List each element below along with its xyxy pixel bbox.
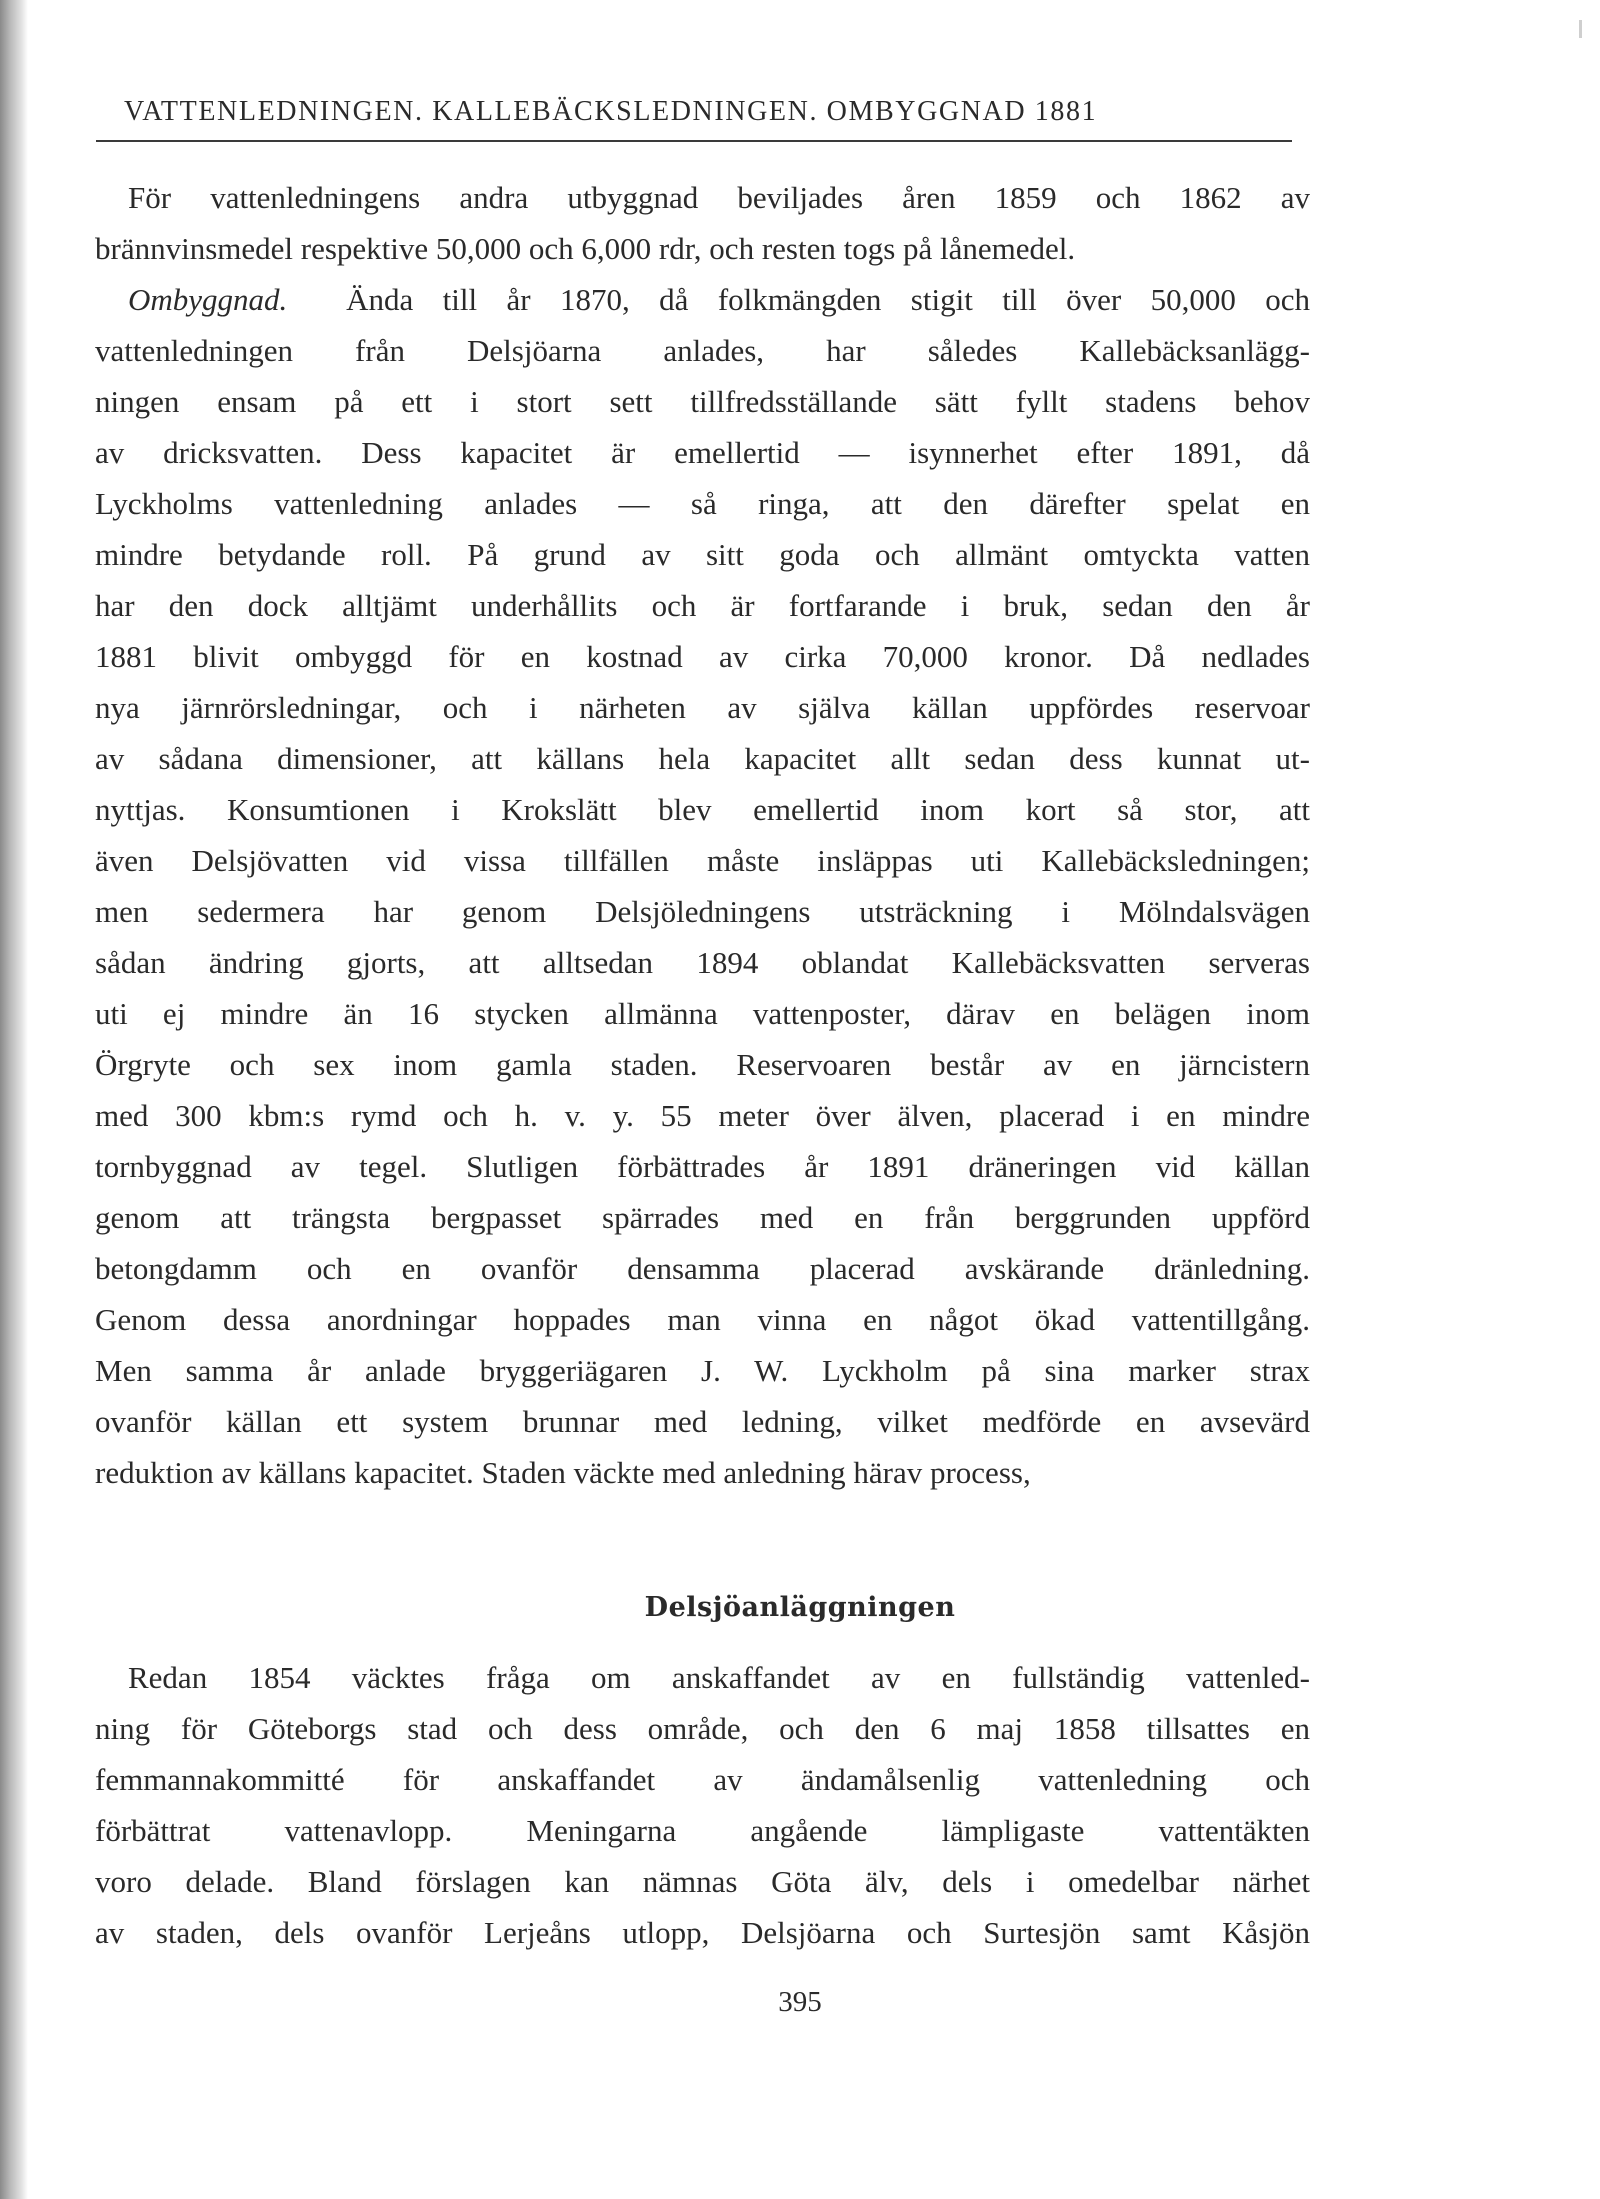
text-line: ning för Göteborgs stad och dess område, och den 6 maj 1858 tillsattes en [95,1711,1310,1746]
text-line: ningen ensam på ett i stort sett tillfredsställande sätt fyllt stadens behov [95,384,1310,419]
text-line: femmannakommitté för anskaffandet av ändamålsenlig vattenledning och [95,1762,1310,1797]
text-line: av dricksvatten. Dess kapacitet är emellertid — isynnerhet efter 1891, då [95,435,1310,470]
text-line: av staden, dels ovanför Lerjeåns utlopp, Delsjöarna och Surtesjön samt Kåsjön [95,1915,1310,1950]
text-line: Men samma år anlade bryggeriägaren J. W. Lyckholm på sina marker strax [95,1353,1310,1388]
text-line: med 300 kbm:s rymd och h. v. y. 55 meter över älven, placerad i en mindre [95,1098,1310,1133]
text-line: tornbyggnad av tegel. Slutligen förbättrades år 1891 dräneringen vid källan [95,1149,1310,1184]
text-line [95,274,1310,325]
main-text [95,172,1310,1498]
text-line: 1881 blivit ombyggd för en kostnad av cirka 70,000 kronor. Då nedlades [95,639,1310,674]
text-line: Lyckholms vattenledning anlades — så ringa, att den därefter spelat en [95,486,1310,521]
text-line: men sedermera har genom Delsjöledningens utsträckning i Mölndalsvägen [95,894,1310,929]
text-line-rest: Ända till år 1870, då folkmängden stigit till över 50,000 och [346,282,1310,317]
text-line: förbättrat vattenavlopp. Meningarna angående lämpligaste vattentäkten [95,1813,1310,1848]
text-line: mindre betydande roll. På grund av sitt goda och allmänt omtyckta vatten [95,537,1310,572]
text-line: reduktion av källans kapacitet. Staden väckte med anledning härav process, [95,1455,1031,1490]
text-line: voro delade. Bland förslagen kan nämnas Göta älv, dels i omedelbar närhet [95,1864,1310,1899]
text-line: vattenledningen från Delsjöarna anlades, har således Kallebäcksanlägg- [95,333,1310,368]
text-line: Redan 1854 väcktes fråga om anskaffandet av en fullständig vattenled- [128,1660,1310,1695]
page-edge-shadow [0,0,28,2199]
text-line: Örgryte och sex inom gamla staden. Reservoaren består av en järncistern [95,1047,1310,1082]
text-line: genom att trängsta bergpasset spärrades med en från berggrunden uppförd [95,1200,1310,1235]
page-speck [1579,20,1582,38]
text-line: har den dock alltjämt underhållits och är fortfarande i bruk, sedan den år [95,588,1310,623]
section-lead-ombyggnad: Ombyggnad. [128,282,288,317]
text-line: För vattenledningens andra utbyggnad beviljades åren 1859 och 1862 av [128,180,1310,215]
running-title: VATTENLEDNINGEN. KALLEBÄCKSLEDNINGEN. OMBYGGNAD 1881 [124,96,1098,127]
text-line: sådan ändring gjorts, att alltsedan 1894 oblandat Kallebäcksvatten serveras [95,945,1310,980]
page-number: 395 [778,1986,822,2018]
text-line: betongdamm och en ovanför densamma placerad avskärande dränledning. [95,1251,1310,1286]
text-line: brännvinsmedel respektive 50,000 och 6,000 rdr, och resten togs på lånemedel. [95,231,1076,266]
text-line: nyttjas. Konsumtionen i Krokslätt blev emellertid inom kort så stor, att [95,792,1310,827]
section-heading: Delsjöanläggningen [644,1592,956,1623]
text-line: uti ej mindre än 16 stycken allmänna vattenposter, därav en belägen inom [95,996,1310,1031]
section-text [95,1652,1310,1958]
text-line: Genom dessa anordningar hoppades man vinna en något ökad vattentillgång. [95,1302,1310,1337]
text-line: även Delsjövatten vid vissa tillfällen måste insläppas uti Kallebäcksledningen; [95,843,1310,878]
running-header [96,92,1292,142]
text-line: ovanför källan ett system brunnar med ledning, vilket medförde en avsevärd [95,1404,1310,1439]
text-line: nya järnrörsledningar, och i närheten av själva källan uppfördes reservoar [95,690,1310,725]
text-line: av sådana dimensioner, att källans hela kapacitet allt sedan dess kunnat ut- [95,741,1310,776]
